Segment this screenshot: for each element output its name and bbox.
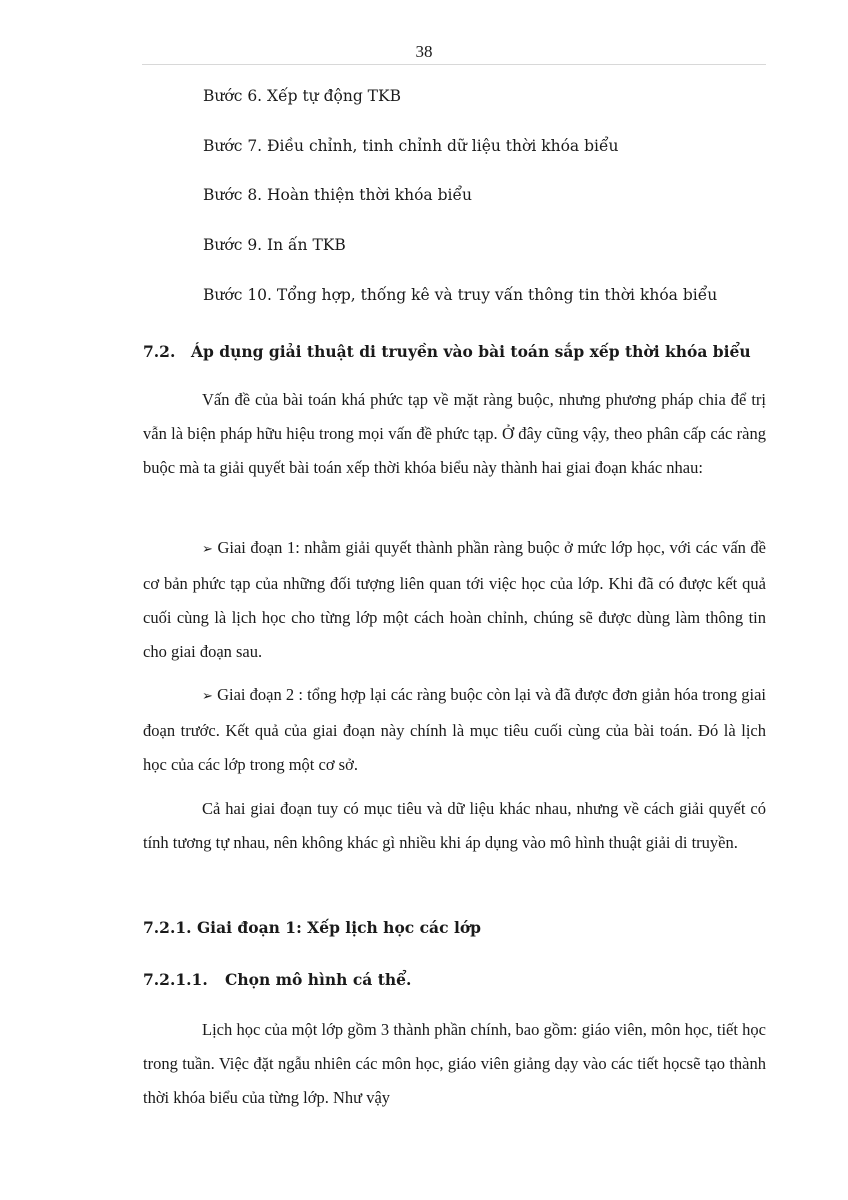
subsection-number: 7.2.1.1. (143, 970, 208, 989)
stage2-paragraph (143, 678, 766, 782)
step-8: Bước 8. Hoàn thiện thời khóa biểu (203, 186, 472, 204)
section-number: 7.2. (143, 342, 176, 361)
step-7: Bước 7. Điều chỉnh, tinh chỉnh dữ liệu thời khóa biểu (203, 137, 619, 155)
section-title: Áp dụng giải thuật di truyền vào bài toán sắp xếp thời khóa biểu (191, 342, 751, 361)
intro-paragraph: Vấn đề của bài toán khá phức tạp về mặt ràng buộc, nhưng phương pháp chia để trị vẫn là biện pháp hữu hiệu trong mọi vấn đề phức tạp. Ở đây cũng vậy, theo phân cấp các ràng buộc mà ta giải quyết bài toán xếp thời khóa biểu này thành hai giai đoạn khác nhau: (143, 390, 766, 477)
both-stages-paragraph: Cả hai giai đoạn tuy có mục tiêu và dữ liệu khác nhau, nhưng về cách giải quyết có tính tương tự nhau, nên không khác gì nhiều khi áp dụng vào mô hình thuật giải di truyền. (143, 799, 766, 852)
step-9: Bước 9. In ấn TKB (203, 236, 346, 254)
section-heading-7-2-1: 7.2.1. Giai đoạn 1: Xếp lịch học các lớp (143, 918, 482, 937)
stage2-text: Giai đoạn 2 : tổng hợp lại các ràng buộc còn lại và đã được đơn giản hóa trong giai đoạn trước. Kết quả của giai đoạn này chính là mục tiêu cuối cùng của bài toán. Đó là lịch học của các lớp trong một cơ sở. (143, 685, 766, 774)
step-6: Bước 6. Xếp tự động TKB (203, 87, 401, 105)
schedule-paragraph: Lịch học của một lớp gồm 3 thành phần chính, bao gồm: giáo viên, môn học, tiết học trong tuần. Việc đặt ngẫu nhiên các môn học, giáo viên giảng dạy vào các tiết họcsẽ tạo thành thời khóa biểu của từng lớp. Như vậy (143, 1020, 766, 1107)
stage1-paragraph (143, 531, 766, 669)
subsection-title: Chọn mô hình cá thể. (225, 970, 412, 989)
step-10: Bước 10. Tổng hợp, thống kê và truy vấn thông tin thời khóa biểu (203, 286, 718, 304)
arrow-bullet-icon: ➢ (202, 542, 213, 557)
section-heading-7-2 (143, 342, 751, 361)
page-number: 38 (415, 42, 433, 61)
arrow-bullet-icon: ➢ (202, 689, 213, 704)
stage1-text: Giai đoạn 1: nhằm giải quyết thành phần ràng buộc ở mức lớp học, với các vấn đề cơ bản phức tạp của những đối tượng liên quan tới việc học của lớp. Khi đã có được kết quả cuối cùng là lịch học cho từng lớp một cách hoàn chỉnh, chúng sẽ được dùng làm thông tin cho giai đoạn sau. (143, 538, 767, 661)
section-heading-7-2-1-1 (143, 970, 411, 989)
header-rule (142, 64, 766, 65)
